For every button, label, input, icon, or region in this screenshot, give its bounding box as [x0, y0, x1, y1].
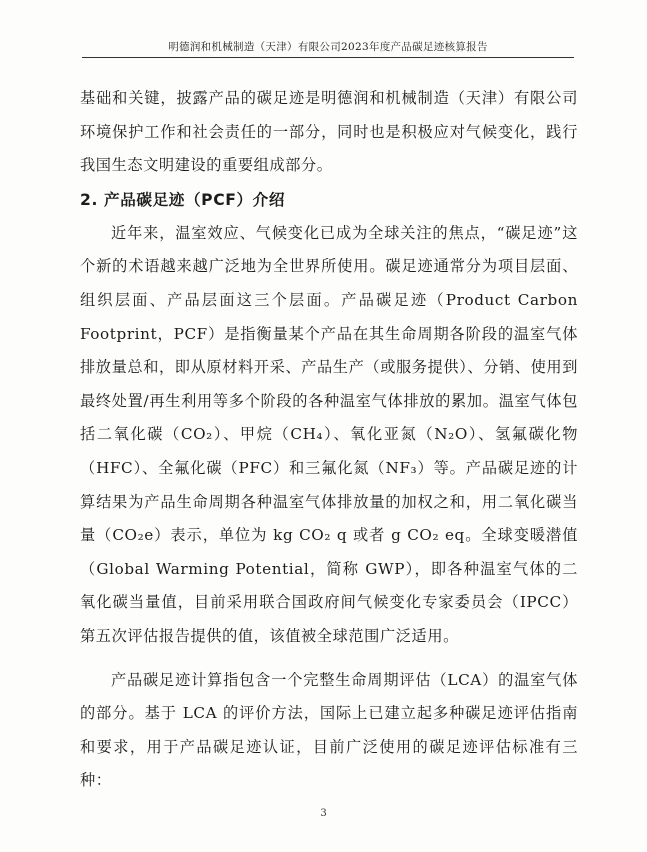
section-heading: 2. 产品碳足迹（PCF）介绍: [80, 190, 286, 209]
paragraph-pcf-definition: 近年来，温室效应、气候变化已成为全球关注的焦点，“碳足迹”这个新的术语越来越广泛地为全世界所使用。碳足迹通常分为项目层面、组织层面、产品层面这三个层面。产品碳足迹（Product Carbon Footprint，PCF）是指衡量某个产品在其生命周期各阶段的温室气体排放量总和，即从原材料开采、产品生产（或服务提供）、分销、使用到最终处置/再生利用等多个阶段的各种温室气体排放的累加。温室气体包括二氧化碳（CO₂）、甲烷（CH₄）、氧化亚氮（N₂O）、氢氟碳化物（HFC）、全氟化碳（PFC）和三氟化氮（NF₃）等。产品碳足迹的计算结果为产品生命周期各种温室气体排放量的加权之和，用二氧化碳当量（CO₂e）表示，单位为 kg CO₂ q 或者 g CO₂ eq。全球变暖潜值（Global Warming Potential，简称 GWP），即各种温室气体的二氧化碳当量值，目前采用联合国政府间气候变化专家委员会（IPCC） 第五次评估报告提供的值，该值被全球范围广泛适用。: [80, 223, 578, 645]
paragraph-pcf-standards: 产品碳足迹计算指包含一个完整生命周期评估（LCA）的温室气体的部分。基于 LCA 的评价方法，国际上已建立起多种碳足迹评估指南和要求，用于产品碳足迹认证，目前广泛使用的碳足迹评估标准有三种：: [80, 670, 578, 790]
paragraph-intro-continuation: 基础和关键，披露产品的碳足迹是明德润和机械制造（天津）有限公司环境保护工作和社会责任的一部分，同时也是积极应对气候变化，践行我国生态文明建设的重要组成部分。: [80, 89, 578, 175]
page-body: [80, 82, 578, 798]
running-header: 明德润和机械制造（天津）有限公司2023年度产品碳足迹核算报告: [168, 41, 488, 53]
header-rule: [82, 57, 574, 58]
page-number: 3: [320, 808, 327, 819]
